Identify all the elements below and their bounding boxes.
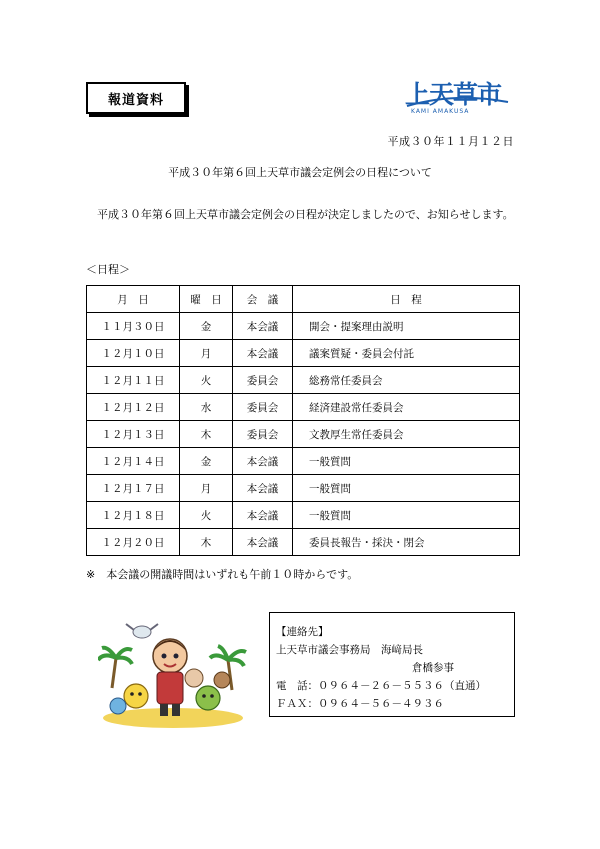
table-row [87, 367, 520, 394]
header-agenda: 日 程 [293, 286, 520, 313]
cell-weekday: 木 [180, 421, 233, 448]
cell-date: １２月１７日 [87, 475, 180, 502]
header-date: 月 日 [87, 286, 180, 313]
mascot-illustration [98, 618, 248, 730]
cell-agenda: 委員長報告・採決・閉会 [293, 529, 520, 556]
cell-date: １２月１４日 [87, 448, 180, 475]
table-row [87, 394, 520, 421]
cell-weekday: 月 [180, 340, 233, 367]
cell-meeting: 本会議 [233, 313, 293, 340]
cell-agenda: 一般質問 [293, 475, 520, 502]
document-date: 平成３０年１１月１２日 [387, 135, 514, 148]
contact-phone: 電 話：０９６４－２６－５５３６（直通） [276, 680, 486, 692]
cell-weekday: 金 [180, 448, 233, 475]
cell-date: １２月１０日 [87, 340, 180, 367]
cell-date: １２月２０日 [87, 529, 180, 556]
cell-date: １２月１３日 [87, 421, 180, 448]
cell-meeting: 本会議 [233, 448, 293, 475]
cell-meeting: 委員会 [233, 421, 293, 448]
table-header-row [87, 286, 520, 313]
cell-agenda: 一般質問 [293, 448, 520, 475]
cell-meeting: 本会議 [233, 475, 293, 502]
cell-weekday: 木 [180, 529, 233, 556]
table-row [87, 529, 520, 556]
header-weekday: 曜 日 [180, 286, 233, 313]
cell-agenda: 文教厚生常任委員会 [293, 421, 520, 448]
schedule-heading: ＜日程＞ [86, 263, 130, 276]
cell-agenda: 開会・提案理由説明 [293, 313, 520, 340]
cell-date: １２月１８日 [87, 502, 180, 529]
table-row [87, 475, 520, 502]
table-row [87, 502, 520, 529]
document-body: 平成３０年第６回上天草市議会定例会の日程が決定しましたので、お知らせします。 [97, 208, 514, 221]
cell-date: １２月１１日 [87, 367, 180, 394]
cell-weekday: 火 [180, 367, 233, 394]
contact-fax: ＦＡＸ：０９６４－５６－４９３６ [276, 698, 444, 710]
logo-text: 上天草市 [405, 80, 502, 109]
press-release-label-text: 報道資料 [107, 92, 164, 108]
cell-meeting: 本会議 [233, 529, 293, 556]
logo-subtext: KAMI AMAKUSA [411, 108, 470, 115]
press-release-label [86, 82, 186, 114]
schedule-table [86, 285, 520, 556]
table-row [87, 313, 520, 340]
table-row [87, 340, 520, 367]
table-row [87, 448, 520, 475]
city-logo [405, 80, 510, 116]
contact-heading: 【連絡先】 [276, 626, 329, 638]
document-title: 平成３０年第６回上天草市議会定例会の日程について [168, 166, 432, 179]
cell-meeting: 委員会 [233, 367, 293, 394]
cell-date: １１月３０日 [87, 313, 180, 340]
cell-agenda: 経済建設常任委員会 [293, 394, 520, 421]
schedule-note: ※ 本会議の開議時間はいずれも午前１０時からです。 [86, 568, 359, 581]
cell-meeting: 本会議 [233, 502, 293, 529]
cell-meeting: 本会議 [233, 340, 293, 367]
contact-person: 倉橋参事 [412, 662, 454, 674]
cell-date: １２月１２日 [87, 394, 180, 421]
cell-weekday: 水 [180, 394, 233, 421]
cell-agenda: 議案質疑・委員会付託 [293, 340, 520, 367]
cell-weekday: 金 [180, 313, 233, 340]
contact-box [269, 612, 515, 717]
header-meeting: 会 議 [233, 286, 293, 313]
table-row [87, 421, 520, 448]
cell-weekday: 火 [180, 502, 233, 529]
cell-meeting: 委員会 [233, 394, 293, 421]
cell-weekday: 月 [180, 475, 233, 502]
cell-agenda: 総務常任委員会 [293, 367, 520, 394]
contact-office: 上天草市議会事務局 海﨑局長 [276, 644, 423, 656]
cell-agenda: 一般質問 [293, 502, 520, 529]
